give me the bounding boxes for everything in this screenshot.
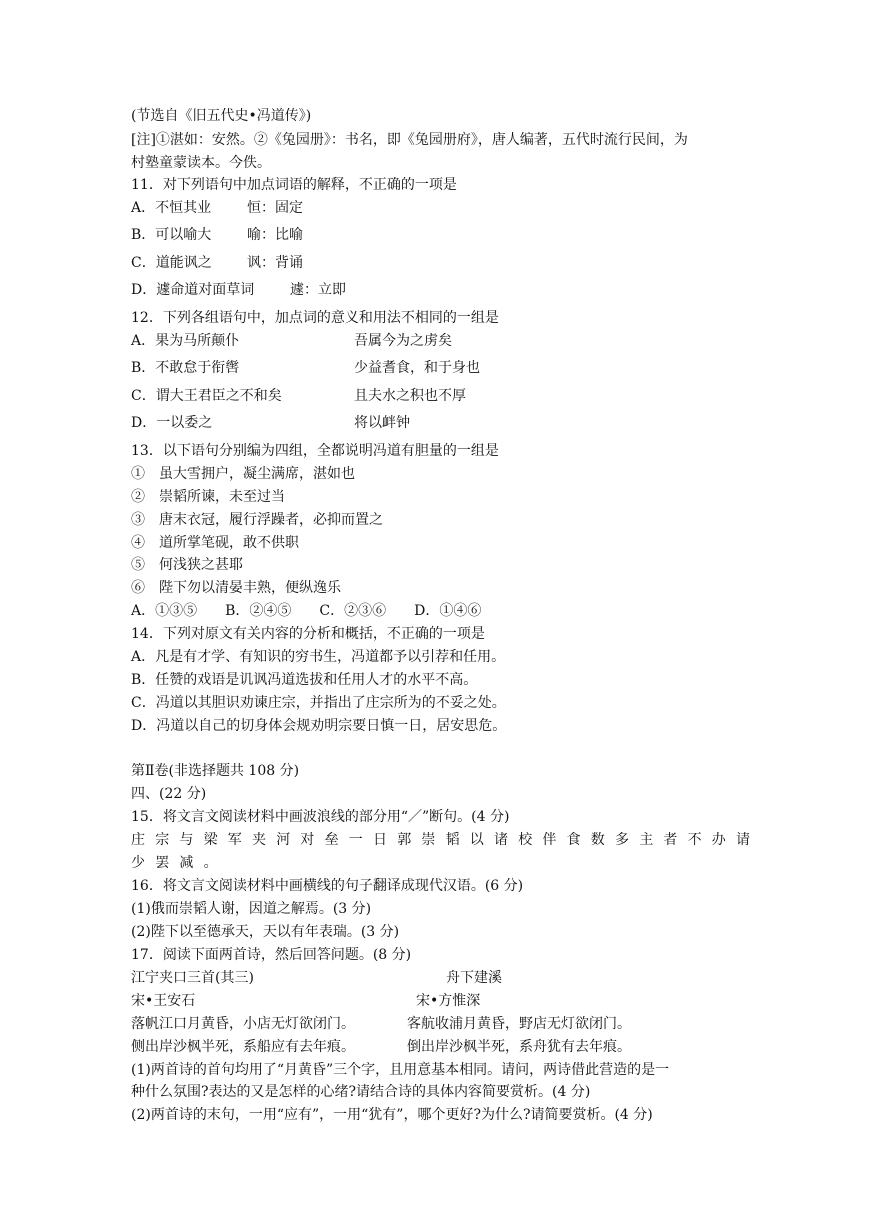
q13-choices: A．①③⑤ B．②④⑤ C．②③⑥ D．①④⑥ <box>131 603 482 619</box>
poem-1-line-1: 落帆江口月黄昏，小店无灯欲闭门。 <box>131 1016 355 1032</box>
q11-option-c-gloss: 讽：背诵 <box>247 255 303 271</box>
q11-option-a: A．不恒其业 <box>131 200 212 216</box>
q12-option-d-right: 将以衅钟 <box>354 415 410 431</box>
q13-item-6: ⑥ 陛下勿以清晏丰熟，便纵逸乐 <box>131 580 341 596</box>
poem-2-title: 舟下建溪 <box>446 970 502 986</box>
q12-option-b-left: B．不敢怠于衔辔 <box>131 360 240 376</box>
q12-option-c-right: 且夫水之积也不厚 <box>354 388 466 404</box>
q14-stem: 14．下列对原文有关内容的分析和概括，不正确的一项是 <box>131 626 485 642</box>
q11-option-c: C．道能讽之 <box>131 255 212 271</box>
q17-sub-2: (2)两首诗的末句，一用“应有”，一用“犹有”，哪个更好?为什么?请简要赏析。(4 分) <box>131 1107 653 1123</box>
q12-option-a-right: 吾属今为之虏矣 <box>354 333 452 349</box>
annotation-line-2: 村塾童蒙读本。今佚。 <box>131 155 271 171</box>
q16-sub-2: (2)陛下以至德承天，天以有年表瑞。(3 分) <box>131 924 400 940</box>
source-citation: (节选自《旧五代史•冯道传》) <box>131 108 312 124</box>
poem-2-line-2: 倒出岸沙枫半死，系舟犹有去年痕。 <box>407 1039 631 1055</box>
q17-sub-1-line-1: (1)两首诗的首句均用了“月黄昏”三个字，且用意基本相同。请问，两诗借此营造的是一 <box>131 1062 670 1078</box>
q15-stem: 15．将文言文阅读材料中画波浪线的部分用“／”断句。(4 分) <box>131 809 510 825</box>
q11-option-b: B．可以喻大 <box>131 227 212 243</box>
q14-option-d: D．冯道以自己的切身体会规劝明宗要日慎一日，居安思危。 <box>131 718 507 734</box>
q14-option-a: A．凡是有才学、有知识的穷书生，冯道都予以引荐和任用。 <box>131 649 506 665</box>
q17-stem: 17．阅读下面两首诗，然后回答问题。(8 分) <box>131 947 412 963</box>
poem-2-author: 宋•方惟深 <box>416 993 481 1009</box>
poem-1-author: 宋•王安石 <box>131 993 196 1009</box>
q13-item-2: ② 崇韬所谏，未至过当 <box>131 489 285 505</box>
q13-item-3: ③ 唐末衣冠，履行浮躁者，必抑而置之 <box>131 512 383 528</box>
q15-passage-line-1: 庄宗与梁军夹河对垒一日郭崇韬以诸校伴食数多主者不办请 <box>131 832 761 848</box>
annotation-line-1: [注]①湛如：安然。②《兔园册》：书名，即《兔园册府》，唐人编著，五代时流行民间，为 <box>131 132 688 148</box>
part-2-heading: 第Ⅱ卷(非选择题共 108 分) <box>131 763 300 779</box>
q11-option-b-gloss: 喻：比喻 <box>247 227 303 243</box>
q16-stem: 16．将文言文阅读材料中画横线的句子翻译成现代汉语。(6 分) <box>131 878 524 894</box>
q13-item-1: ① 虽大雪拥户，凝尘满席，湛如也 <box>131 466 355 482</box>
q14-option-b: B．任赞的戏语是讥讽冯道选拔和任用人才的水平不高。 <box>131 672 478 688</box>
q11-option-d: D．遽命道对面草词 <box>131 282 255 298</box>
q13-item-5: ⑤ 何浅狭之甚耶 <box>131 557 243 573</box>
q12-option-a-left: A．果为马所颠仆 <box>131 333 240 349</box>
q16-sub-1: (1)俄而崇韬人谢，因道之解焉。(3 分) <box>131 901 372 917</box>
q12-option-b-right: 少益耆食，和于身也 <box>354 360 480 376</box>
poem-1-line-2: 侧出岸沙枫半死，系船应有去年痕。 <box>131 1039 355 1055</box>
q11-option-d-gloss: 遽：立即 <box>290 282 346 298</box>
poem-1-title: 江宁夹口三首(其三) <box>131 970 254 986</box>
q11-option-a-gloss: 恒：固定 <box>247 200 303 216</box>
q17-sub-1-line-2: 种什么氛围?表达的又是怎样的心绪?请结合诗的具体内容简要赏析。(4 分) <box>131 1084 591 1100</box>
q12-stem: 12．下列各组语句中，加点词的意义和用法不相同的一组是 <box>131 310 499 326</box>
q14-option-c: C．冯道以其胆识劝谏庄宗，并指出了庄宗所为的不妥之处。 <box>131 695 506 711</box>
q12-option-c-left: C．谓大王君臣之不和矣 <box>131 388 282 404</box>
q11-stem: 11．对下列语句中加点词语的解释，不正确的一项是 <box>131 177 457 193</box>
section-4-heading: 四、(22 分) <box>131 786 207 802</box>
poem-2-line-1: 客航收浦月黄昏，野店无灯欲闭门。 <box>407 1016 631 1032</box>
q13-stem: 13．以下语句分别编为四组，全都说明冯道有胆量的一组是 <box>131 443 499 459</box>
q12-option-d-left: D．一以委之 <box>131 415 213 431</box>
q13-item-4: ④ 道所掌笔砚，敢不供职 <box>131 535 299 551</box>
q15-passage-line-2: 少罢减。 <box>131 855 228 871</box>
